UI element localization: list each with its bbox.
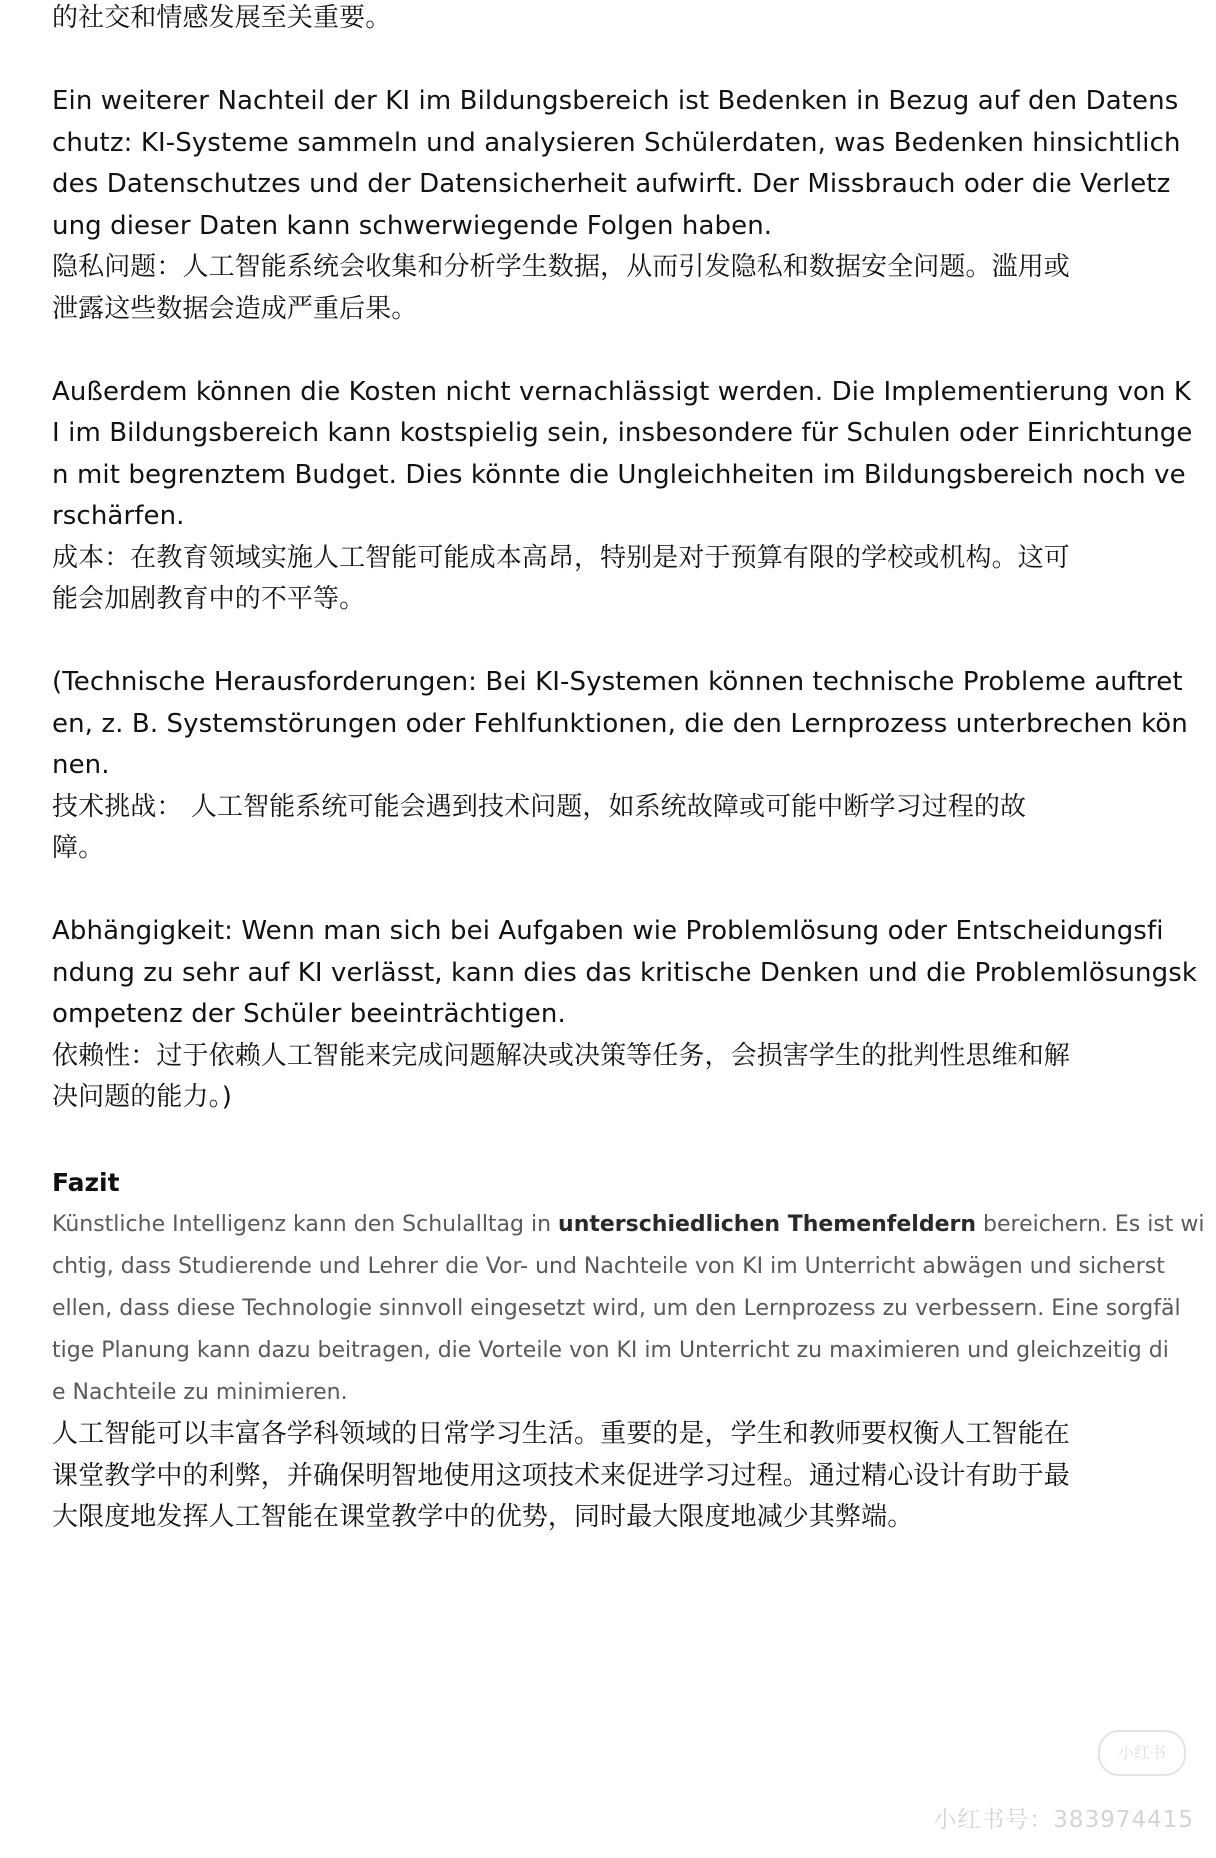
technik-zh-line: 障。: [52, 833, 105, 863]
technik-section: [52, 662, 1188, 870]
document-body: [52, 0, 1205, 1539]
fazit-text-post: bereichern. Es ist wi: [976, 1212, 1205, 1237]
datenschutz-de-line: des Datenschutzes und der Datensicherheit aufwirft. Der Missbrauch oder die Verletz: [52, 169, 1171, 199]
datenschutz-de-line: Ein weiterer Nachteil der KI im Bildungsbereich ist Bedenken in Bezug auf den Datens: [52, 86, 1179, 116]
abhaengigkeit-zh-line: 依赖性：过于依赖人工智能来完成问题解决或决策等任务，会损害学生的批判性思维和解: [52, 1040, 1070, 1071]
datenschutz-zh-line: 泄露这些数据会造成严重后果。: [52, 293, 418, 324]
datenschutz-section: [52, 81, 1180, 330]
fazit-de-line: ellen, dass diese Technologie sinnvoll eingesetzt wird, um den Lernprozess zu verbessern. Eine sorgfäl: [52, 1296, 1181, 1321]
kosten-de-line: n mit begrenztem Budget. Dies könnte die Ungleichheiten im Bildungsbereich noch ve: [52, 459, 1186, 490]
watermark-id: 小红书号：383974415: [933, 1807, 1194, 1833]
fazit-section: [52, 1162, 1205, 1539]
abhaengigkeit-zh-line: 决问题的能力。): [52, 1082, 232, 1112]
fazit-zh-line: 课堂教学中的利弊，并确保明智地使用这项技术来促进学习过程。通过精心设计有助于最: [52, 1460, 1070, 1491]
technik-zh-line: 技术挑战： 人工智能系统可能会遇到技术问题，如系统故障或可能中断学习过程的故: [52, 791, 1027, 822]
fazit-bold-phrase: unterschiedlichen Themenfeldern: [558, 1212, 977, 1237]
kosten-de-line: I im Bildungsbereich kann kostspielig sein, insbesondere für Schulen oder Einrichtunge: [52, 418, 1193, 448]
fazit-zh-line: 大限度地发挥人工智能在课堂教学中的优势，同时最大限度地减少其弊端。: [52, 1502, 914, 1532]
kosten-de-line: rschärfen.: [52, 501, 185, 531]
watermark-logo: 小红书: [1098, 1730, 1186, 1776]
datenschutz-de-line: chutz: KI-Systeme sammeln und analysieren Schülerdaten, was Bedenken hinsichtlich: [52, 127, 1181, 158]
abhaengigkeit-section: [52, 911, 1198, 1119]
paragraph-gap: [52, 40, 1180, 82]
fazit-de-line: chtig, dass Studierende und Lehrer die Vor- und Nachteile von KI im Unterricht abwägen und sicherst: [52, 1254, 1165, 1279]
fazit-de-line: tige Planung kann dazu beitragen, die Vorteile von KI im Unterricht zu maximieren und gleichzeitig di: [52, 1338, 1169, 1363]
technik-de-line: (Technische Herausforderungen: Bei KI-Systemen können technische Probleme auftret: [52, 667, 1183, 697]
fazit-zh-line: 人工智能可以丰富各学科领域的日常学习生活。重要的是，学生和教师要权衡人工智能在: [52, 1419, 1070, 1449]
datenschutz-zh-line: 隐私问题：人工智能系统会收集和分析学生数据，从而引发隐私和数据安全问题。滥用或: [52, 252, 1070, 282]
fazit-de-line: [52, 1204, 1205, 1246]
fazit-heading: Fazit: [52, 1168, 120, 1197]
kosten-de-line: Außerdem können die Kosten nicht vernachlässigt werden. Die Implementierung von K: [52, 376, 1192, 407]
datenschutz-de-line: ung dieser Daten kann schwerwiegende Folgen haben.: [52, 210, 773, 241]
paragraph-gap: [52, 870, 1180, 912]
paragraph-gap: [52, 1119, 1180, 1161]
paragraph-gap: [52, 330, 1180, 372]
technik-de-line: en, z. B. Systemstörungen oder Fehlfunktionen, die den Lernprozess unterbrechen kön: [52, 708, 1188, 739]
kosten-zh-line: 能会加剧教育中的不平等。: [52, 584, 366, 614]
kosten-section: [52, 372, 1193, 621]
fazit-de-line: e Nachteile zu minimieren.: [52, 1380, 348, 1405]
paragraph-gap: [52, 621, 1180, 663]
abhaengigkeit-de-line: Abhängigkeit: Wenn man sich bei Aufgaben wie Problemlösung oder Entscheidungsfi: [52, 916, 1164, 946]
abhaengigkeit-de-line: ompetenz der Schüler beeinträchtigen.: [52, 999, 566, 1029]
kosten-zh-line: 成本：在教育领域实施人工智能可能成本高昂，特别是对于预算有限的学校或机构。这可: [52, 542, 1070, 573]
abhaengigkeit-de-line: ndung zu sehr auf KI verlässt, kann dies das kritische Denken und die Problemlösungsk: [52, 957, 1198, 988]
technik-de-line: nen.: [52, 750, 110, 780]
intro-tail-line: 的社交和情感发展至关重要。: [52, 3, 392, 33]
fazit-text-pre: Künstliche Intelligenz kann den Schulalltag in: [52, 1212, 559, 1237]
